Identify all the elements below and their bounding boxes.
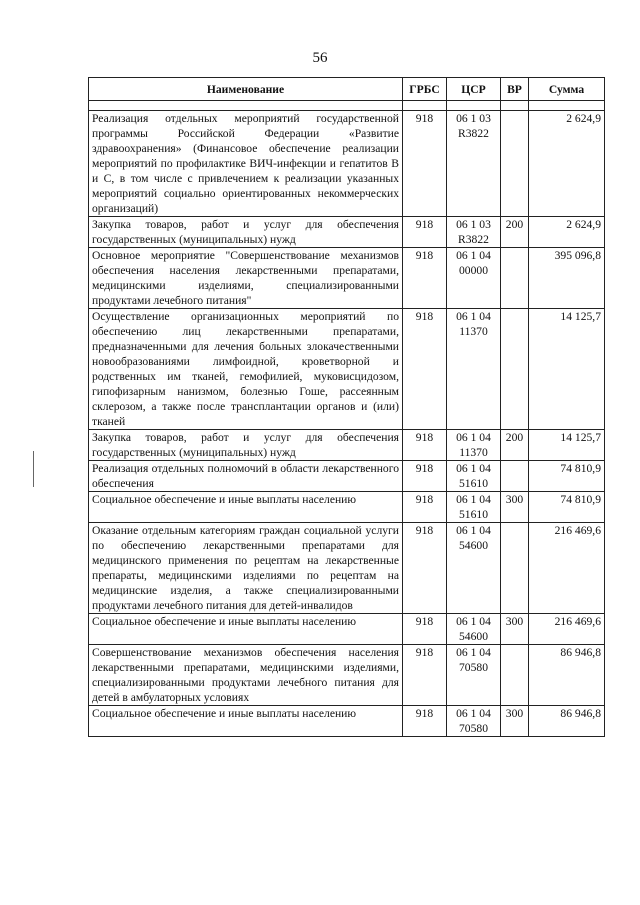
row-grbs: 918	[403, 217, 447, 248]
row-sum: 2 624,9	[529, 111, 605, 217]
table-row	[89, 706, 605, 737]
row-name: Основное мероприятие "Совершенствование механизмов обеспечения населения лекарственными препаратами, медицинскими изделиями, специализированными продуктами лечебного питания"	[89, 248, 403, 309]
row-vr	[501, 523, 529, 614]
row-vr: 200	[501, 430, 529, 461]
row-vr: 300	[501, 706, 529, 737]
page-number: 56	[312, 50, 328, 66]
row-name: Реализация отдельных мероприятий государственной программы Российской Федерации «Развитие здравоохранения» (Финансовое обеспечение реализации мероприятий по профилактике ВИЧ-инфекции и гепатитов В и С, в том числе с привлечением к реализации указанных мероприятий социально ориентированных некоммерческих организаций)	[89, 111, 403, 217]
row-vr	[501, 248, 529, 309]
table-row	[89, 492, 605, 523]
row-sum: 216 469,6	[529, 523, 605, 614]
row-csr: 06 1 04 70580	[447, 706, 501, 737]
row-sum: 14 125,7	[529, 309, 605, 430]
column-header-csr: ЦСР	[447, 78, 501, 101]
row-sum: 2 624,9	[529, 217, 605, 248]
column-header-vr: ВР	[501, 78, 529, 101]
spacer-cell	[529, 101, 605, 111]
row-csr: 06 1 04 51610	[447, 461, 501, 492]
row-vr	[501, 461, 529, 492]
row-grbs: 918	[403, 614, 447, 645]
row-sum: 74 810,9	[529, 492, 605, 523]
row-name: Социальное обеспечение и иные выплаты населению	[89, 614, 403, 645]
row-vr: 200	[501, 217, 529, 248]
row-grbs: 918	[403, 248, 447, 309]
row-csr: 06 1 04 51610	[447, 492, 501, 523]
row-name: Совершенствование механизмов обеспечения населения лекарственными препаратами, медицинскими изделиями, специализированными продуктами лечебного питания для детей в амбулаторных условиях	[89, 645, 403, 706]
row-vr	[501, 645, 529, 706]
table-row	[89, 645, 605, 706]
table-header-row	[89, 78, 605, 101]
row-csr: 06 1 04 00000	[447, 248, 501, 309]
row-csr: 06 1 04 54600	[447, 614, 501, 645]
row-csr: 06 1 04 11370	[447, 430, 501, 461]
row-sum: 86 946,8	[529, 645, 605, 706]
row-vr	[501, 111, 529, 217]
row-csr: 06 1 03 R3822	[447, 217, 501, 248]
row-grbs: 918	[403, 645, 447, 706]
table-row	[89, 430, 605, 461]
row-name: Осуществление организационных мероприятий по обеспечению лиц лекарственными препаратами, предназначенными для лечения больных злокачественными новообразованиями лимфоидной, кроветворной и родственных им тканей, гемофилией, муковисцидозом, гипофизарным нанизмом, болезнью Гоше, рассеянным склерозом, а также после трансплантации органов и (или) тканей	[89, 309, 403, 430]
header-spacer-row	[89, 101, 605, 111]
row-vr	[501, 309, 529, 430]
row-name: Социальное обеспечение и иные выплаты населению	[89, 706, 403, 737]
row-name: Социальное обеспечение и иные выплаты населению	[89, 492, 403, 523]
row-grbs: 918	[403, 111, 447, 217]
row-name: Реализация отдельных полномочий в области лекарственного обеспечения	[89, 461, 403, 492]
column-header-name: Наименование	[89, 78, 403, 101]
table-row	[89, 111, 605, 217]
spacer-cell	[501, 101, 529, 111]
row-vr: 300	[501, 614, 529, 645]
row-grbs: 918	[403, 706, 447, 737]
row-csr: 06 1 03 R3822	[447, 111, 501, 217]
column-header-sum: Сумма	[529, 78, 605, 101]
row-grbs: 918	[403, 430, 447, 461]
row-csr: 06 1 04 70580	[447, 645, 501, 706]
budget-table	[88, 77, 605, 737]
row-csr: 06 1 04 54600	[447, 523, 501, 614]
column-header-grbs: ГРБС	[403, 78, 447, 101]
row-name: Закупка товаров, работ и услуг для обеспечения государственных (муниципальных) нужд	[89, 430, 403, 461]
row-grbs: 918	[403, 461, 447, 492]
spacer-cell	[403, 101, 447, 111]
row-name: Закупка товаров, работ и услуг для обеспечения государственных (муниципальных) нужд	[89, 217, 403, 248]
row-grbs: 918	[403, 492, 447, 523]
row-sum: 74 810,9	[529, 461, 605, 492]
scan-margin-mark	[33, 451, 34, 487]
spacer-cell	[447, 101, 501, 111]
row-grbs: 918	[403, 523, 447, 614]
row-sum: 216 469,6	[529, 614, 605, 645]
table-row	[89, 217, 605, 248]
row-grbs: 918	[403, 309, 447, 430]
spacer-cell	[89, 101, 403, 111]
table-row	[89, 309, 605, 430]
row-sum: 86 946,8	[529, 706, 605, 737]
row-name: Оказание отдельным категориям граждан социальной услуги по обеспечению лекарственными препаратами для медицинского применения по рецептам на лекарственные препараты, медицинскими изделиями по рецептам на медицинские изделия, а также специализированными продуктами лечебного питания для детей-инвалидов	[89, 523, 403, 614]
table-row	[89, 461, 605, 492]
table-row	[89, 248, 605, 309]
row-vr: 300	[501, 492, 529, 523]
row-sum: 14 125,7	[529, 430, 605, 461]
row-sum: 395 096,8	[529, 248, 605, 309]
row-csr: 06 1 04 11370	[447, 309, 501, 430]
table-row	[89, 614, 605, 645]
table-row	[89, 523, 605, 614]
